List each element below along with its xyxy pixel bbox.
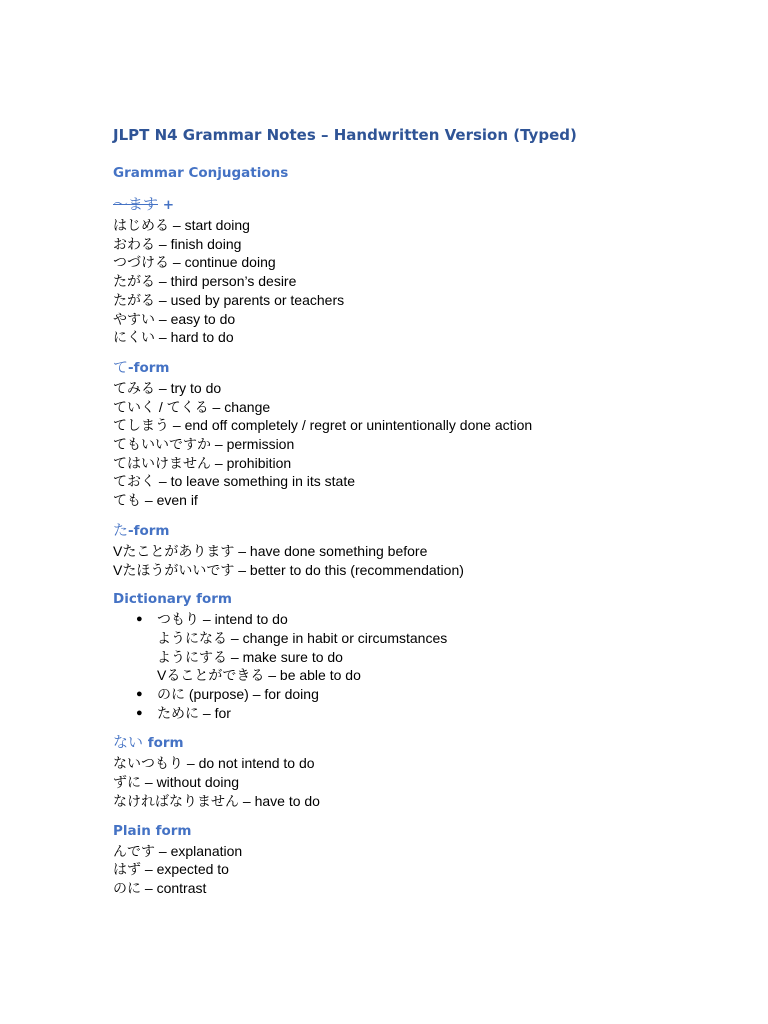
heading-nai-rest: form — [143, 735, 184, 752]
list-item-main: つもり – intend to do — [157, 611, 288, 628]
list-item-sub: ようにする – make sure to do — [157, 648, 343, 665]
grammar-line: てもいいですか – permission — [113, 436, 295, 453]
grammar-line: はず – expected to — [113, 861, 229, 878]
heading-masu-plus: + — [162, 197, 175, 213]
grammar-line: のに – contrast — [113, 879, 207, 896]
section-te-form — [113, 357, 733, 510]
grammar-line: てしまう – end off completely / regret or unintentionally done action — [113, 417, 533, 434]
grammar-line: Vたほうがいいです – better to do this (recommendation) — [113, 561, 464, 578]
grammar-line: ずに – without doing — [113, 774, 240, 791]
bullet-icon: ● — [136, 688, 143, 701]
grammar-line: なければなりません – have to do — [113, 792, 320, 809]
heading-ta-jp: た — [113, 520, 129, 539]
grammar-line: ていく / てくる – change — [113, 398, 271, 415]
grammar-line: ないつもり – do not intend to do — [113, 755, 315, 772]
grammar-line: Vたことがあります – have done something before — [113, 542, 428, 559]
dictionary-form-list — [113, 610, 733, 722]
section-heading-plain-form: Plain form — [113, 822, 192, 839]
section-heading-nai-form — [113, 732, 733, 754]
list-item — [113, 685, 733, 704]
list-item-sub: Vることができる – be able to do — [157, 667, 361, 684]
document-page — [113, 124, 733, 908]
section-masu-stem — [113, 194, 733, 347]
section-plain-form — [113, 821, 733, 898]
list-item — [113, 610, 733, 685]
grammar-line: やすい – easy to do — [113, 310, 236, 327]
grammar-line: てはいけません – prohibition — [113, 454, 292, 471]
section-heading-masu — [113, 194, 733, 216]
grammar-line: ておく – to leave something in its state — [113, 473, 355, 490]
list-item — [113, 704, 733, 723]
bullet-icon: ● — [136, 706, 143, 719]
heading-nai-jp: ない — [113, 733, 144, 752]
heading-ta-rest: -form — [128, 522, 170, 539]
section-nai-form — [113, 732, 733, 810]
heading-te-jp: て — [113, 357, 129, 376]
section-heading-ta-form — [113, 520, 733, 542]
grammar-line: たがる – third person’s desire — [113, 273, 297, 290]
grammar-line: たがる – used by parents or teachers — [113, 291, 345, 308]
document-title: JLPT N4 Grammar Notes – Handwritten Version (Typed) — [113, 126, 577, 144]
grammar-line: てみる – try to do — [113, 379, 222, 396]
grammar-line: おわる – finish doing — [113, 235, 242, 252]
heading-masu-struck: 〜ます — [113, 195, 159, 213]
grammar-line: んです – explanation — [113, 842, 243, 859]
list-item-main: ために – for — [157, 704, 231, 721]
grammar-line: にくい – hard to do — [113, 329, 234, 346]
section-heading-dictionary-form: Dictionary form — [113, 591, 232, 608]
list-item-sub: ようになる – change in habit or circumstances — [157, 629, 448, 646]
grammar-line: ても – even if — [113, 492, 198, 509]
grammar-line: はじめる – start doing — [113, 217, 250, 233]
document-subtitle: Grammar Conjugations — [113, 165, 289, 181]
heading-te-rest: -form — [128, 359, 170, 376]
list-item-main: のに (purpose) – for doing — [157, 686, 319, 703]
section-dictionary-form — [113, 589, 733, 722]
grammar-line: つづける – continue doing — [113, 254, 276, 271]
section-heading-te-form — [113, 357, 733, 379]
bullet-icon: ● — [136, 613, 143, 626]
section-ta-form — [113, 520, 733, 579]
